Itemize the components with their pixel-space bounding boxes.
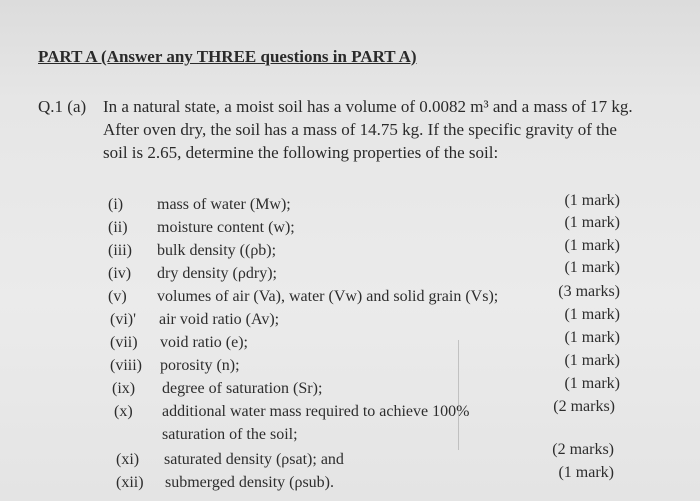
item-text: moisture content (w); [157, 219, 295, 236]
item-text: degree of saturation (Sr); [162, 380, 323, 397]
item-number: (iv) [108, 265, 132, 282]
item-number: (viii) [110, 357, 142, 374]
item-number: (vii) [110, 334, 138, 351]
question-line-2: After oven dry, the soil has a mass of 14.75 kg. If the specific gravity of the [103, 120, 617, 139]
item-marks: (1 mark) [564, 237, 620, 254]
item-text: additional water mass required to achieve 100% [162, 403, 470, 420]
item-text: mass of water (Mw); [157, 196, 291, 213]
item-marks: (2 marks) [552, 441, 614, 458]
item-marks: (1 mark) [564, 375, 620, 392]
item-marks: (1 mark) [564, 329, 620, 346]
item-text: void ratio (e); [160, 334, 248, 351]
item-marks: (2 marks) [553, 398, 615, 415]
item-text: volumes of air (Va), water (Vw) and solid grain (Vs); [157, 288, 499, 305]
item-marks: (1 mark) [564, 214, 620, 231]
item-number: (x) [114, 403, 133, 420]
item-number: (xii) [116, 474, 144, 491]
item-number: (v) [108, 288, 127, 305]
question-line-3: soil is 2.65, determine the following properties of the soil: [103, 143, 499, 162]
paper-crease [458, 340, 459, 450]
item-marks: (1 mark) [564, 352, 620, 369]
item-text: porosity (n); [160, 357, 240, 374]
item-marks: (3 marks) [558, 283, 620, 300]
item-marks: (1 mark) [558, 464, 614, 481]
item-number: (ii) [108, 219, 128, 236]
item-number: (iii) [108, 242, 132, 259]
item-number: (xi) [116, 451, 140, 468]
item-text: dry density (ρdry); [157, 265, 277, 282]
item-text-continuation: saturation of the soil; [162, 426, 298, 443]
item-number: (vi)' [110, 311, 136, 328]
item-marks: (1 mark) [564, 192, 620, 209]
item-text: air void ratio (Av); [159, 311, 280, 328]
part-heading: PART A (Answer any THREE questions in PART A) [38, 47, 417, 66]
item-marks: (1 mark) [564, 259, 620, 276]
item-text: submerged density (ρsub). [165, 474, 334, 491]
item-number: (ix) [112, 380, 136, 397]
item-marks: (1 mark) [564, 306, 620, 323]
question-number: Q.1 (a) [38, 97, 87, 116]
question-line-1: In a natural state, a moist soil has a volume of 0.0082 m³ and a mass of 17 kg. [103, 97, 633, 116]
item-text: saturated density (ρsat); and [164, 451, 344, 468]
item-text: bulk density ((ρb); [157, 242, 277, 259]
item-number: (i) [108, 196, 124, 213]
